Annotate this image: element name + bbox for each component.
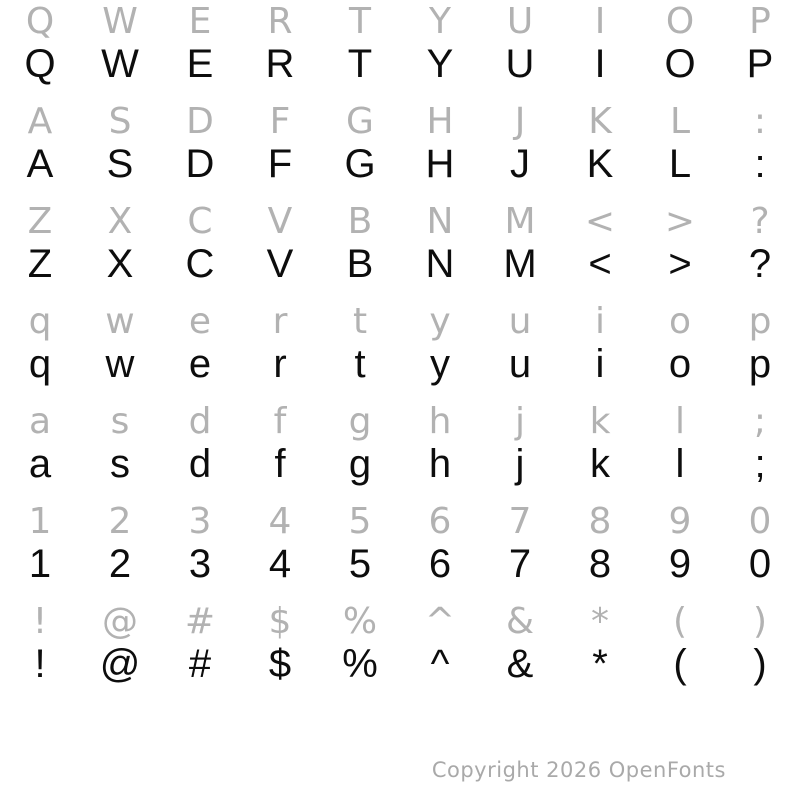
glyph: Q — [25, 1, 55, 42]
glyph: P — [746, 42, 774, 86]
glyph: V — [267, 201, 293, 242]
symbols-row-gray — [0, 601, 800, 642]
glyph: L — [668, 142, 692, 186]
glyph: W — [102, 1, 138, 42]
glyph: C — [185, 242, 215, 286]
glyph: @ — [102, 601, 138, 642]
glyph: E — [188, 1, 212, 42]
glyph: < — [584, 201, 616, 242]
glyph: : — [753, 101, 767, 142]
glyph: V — [266, 242, 294, 286]
lowercase-home-row-gray — [0, 401, 800, 442]
glyph: % — [342, 601, 378, 642]
glyph: f — [273, 401, 287, 442]
glyph: D — [185, 142, 215, 186]
glyph: 0 — [748, 542, 772, 586]
glyph-row-pair — [0, 0, 800, 100]
glyph: J — [514, 101, 526, 142]
glyph: g — [348, 442, 372, 486]
glyph: q — [28, 342, 52, 386]
glyph-row-pair — [0, 600, 800, 700]
glyph: k — [589, 401, 611, 442]
glyph: N — [425, 242, 455, 286]
glyph: 8 — [588, 542, 612, 586]
glyph: : — [754, 142, 766, 186]
glyph: g — [348, 401, 372, 442]
glyph: ) — [753, 642, 767, 686]
glyph: H — [425, 142, 455, 186]
lowercase-home-row-black — [0, 444, 800, 484]
glyph: S — [108, 101, 132, 142]
glyph: 0 — [748, 501, 772, 542]
glyph: I — [594, 1, 606, 42]
glyph: t — [354, 342, 366, 386]
glyph: a — [28, 401, 52, 442]
lowercase-top-row-gray — [0, 301, 800, 342]
glyph-row-pair — [0, 500, 800, 600]
glyph: 3 — [188, 501, 212, 542]
glyph: > — [668, 242, 692, 286]
glyph: w — [105, 342, 135, 386]
glyph: 5 — [348, 501, 372, 542]
glyph: p — [748, 342, 772, 386]
glyph: ! — [34, 642, 46, 686]
glyph: u — [508, 342, 532, 386]
glyph: p — [748, 301, 772, 342]
glyph: U — [506, 1, 534, 42]
glyph: # — [188, 642, 212, 686]
glyph: # — [184, 601, 216, 642]
glyph: S — [106, 142, 134, 186]
glyph: s — [110, 442, 130, 486]
glyph: K — [588, 101, 612, 142]
glyph: s — [110, 401, 130, 442]
glyph: O — [665, 1, 695, 42]
glyph: Z — [27, 242, 53, 286]
glyph: * — [592, 642, 608, 686]
digits-row-gray — [0, 501, 800, 542]
glyph: ! — [32, 601, 48, 642]
glyph: r — [272, 301, 288, 342]
glyph: j — [514, 401, 525, 442]
glyph: 4 — [268, 542, 292, 586]
glyph: & — [506, 642, 534, 686]
glyph: ) — [752, 601, 768, 642]
glyph: ; — [753, 401, 767, 442]
glyph: > — [664, 201, 696, 242]
glyph: 7 — [508, 542, 532, 586]
glyph: h — [428, 401, 452, 442]
glyph: M — [504, 201, 536, 242]
glyph: h — [428, 442, 452, 486]
glyph: B — [347, 201, 373, 242]
glyph: Q — [24, 42, 56, 86]
glyph: C — [187, 201, 213, 242]
glyph: T — [347, 42, 373, 86]
glyph: N — [426, 201, 454, 242]
glyph: D — [186, 101, 214, 142]
glyph: Z — [27, 201, 53, 242]
uppercase-bottom-row-gray — [0, 201, 800, 242]
glyph: ? — [748, 242, 772, 286]
glyph: ^ — [424, 601, 456, 642]
glyph: j — [515, 442, 525, 486]
glyph: R — [267, 1, 293, 42]
glyph: % — [342, 642, 378, 686]
glyph-row-pair — [0, 200, 800, 300]
glyph: & — [505, 601, 535, 642]
glyph: e — [188, 301, 212, 342]
glyph: R — [265, 42, 295, 86]
glyph: P — [749, 1, 771, 42]
glyph: U — [505, 42, 535, 86]
glyph: 9 — [668, 542, 692, 586]
glyph: l — [674, 401, 685, 442]
glyph: 8 — [588, 501, 612, 542]
symbols-row-black — [0, 644, 800, 684]
glyph: 2 — [108, 501, 132, 542]
glyph: B — [346, 242, 374, 286]
glyph: 6 — [428, 542, 452, 586]
glyph: ^ — [430, 642, 450, 686]
glyph: M — [503, 242, 537, 286]
lowercase-top-row-black — [0, 344, 800, 384]
glyph: ( — [673, 642, 687, 686]
glyph: y — [430, 342, 450, 386]
glyph: A — [27, 101, 53, 142]
glyph: k — [590, 442, 610, 486]
glyph: Y — [426, 42, 454, 86]
glyph: w — [105, 301, 135, 342]
glyph: 6 — [428, 501, 452, 542]
glyph: 4 — [268, 501, 292, 542]
glyph: $ — [268, 642, 292, 686]
glyph: $ — [268, 601, 292, 642]
glyph: i — [594, 301, 605, 342]
glyph: ? — [750, 201, 770, 242]
glyph: G — [346, 101, 374, 142]
glyph: o — [668, 342, 692, 386]
glyph-row-pair — [0, 400, 800, 500]
glyph: ; — [754, 442, 766, 486]
glyph: H — [426, 101, 454, 142]
glyph: t — [352, 301, 368, 342]
glyph: y — [429, 301, 451, 342]
uppercase-home-row-gray — [0, 101, 800, 142]
glyph: F — [269, 101, 291, 142]
uppercase-top-row-black — [0, 44, 800, 84]
glyph: T — [349, 1, 371, 42]
digits-row-black — [0, 544, 800, 584]
glyph: G — [344, 142, 376, 186]
glyph: 1 — [28, 542, 52, 586]
glyph: o — [668, 301, 692, 342]
glyph: Y — [429, 1, 451, 42]
uppercase-home-row-black — [0, 144, 800, 184]
glyph: 2 — [108, 542, 132, 586]
glyph-row-pair — [0, 100, 800, 200]
glyph: @ — [99, 642, 141, 686]
glyph: 7 — [508, 501, 532, 542]
glyph: d — [188, 401, 212, 442]
uppercase-top-row-gray — [0, 1, 800, 42]
glyph: O — [664, 42, 696, 86]
copyright-text: Copyright 2026 OpenFonts — [431, 758, 726, 782]
glyph: X — [107, 201, 133, 242]
glyph: < — [588, 242, 612, 286]
glyph: I — [594, 42, 606, 86]
glyph: W — [101, 42, 139, 86]
glyph: f — [274, 442, 286, 486]
glyph: A — [26, 142, 54, 186]
glyph: u — [508, 301, 532, 342]
glyph: l — [675, 442, 685, 486]
glyph: J — [510, 142, 530, 186]
glyph: i — [595, 342, 605, 386]
glyph: X — [106, 242, 134, 286]
glyph: a — [28, 442, 52, 486]
glyph-row-pair — [0, 300, 800, 400]
glyph: F — [267, 142, 293, 186]
glyph: K — [586, 142, 614, 186]
uppercase-bottom-row-black — [0, 244, 800, 284]
glyph: 3 — [188, 542, 212, 586]
glyph: ( — [672, 601, 688, 642]
glyph: L — [669, 101, 691, 142]
glyph: e — [188, 342, 212, 386]
glyph: d — [188, 442, 212, 486]
glyph: * — [591, 601, 609, 642]
glyph: q — [28, 301, 52, 342]
glyph: r — [273, 342, 287, 386]
glyph: 5 — [348, 542, 372, 586]
glyph: 9 — [668, 501, 692, 542]
glyph: E — [186, 42, 214, 86]
glyph: 1 — [28, 501, 52, 542]
